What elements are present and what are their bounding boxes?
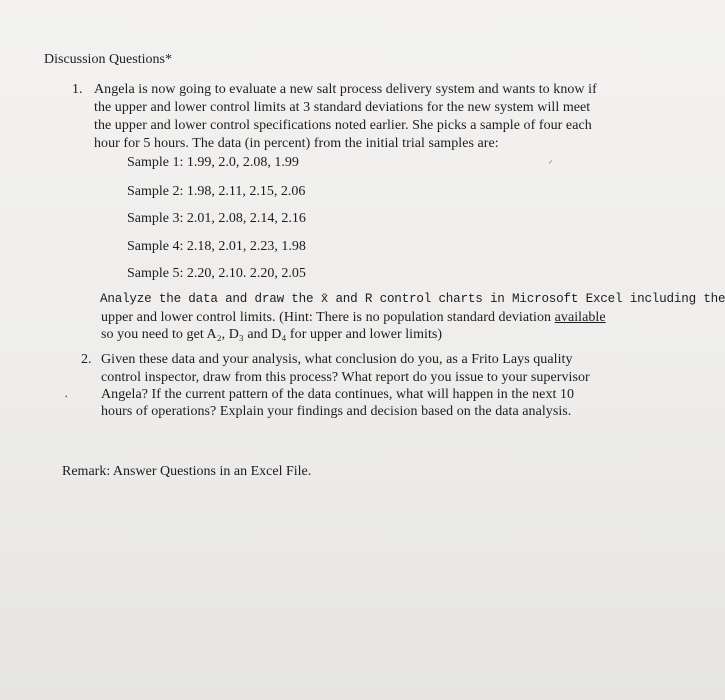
q1-instruction-3: so you need to get A₂, D₃ and D₄ for upper and lower limits) [101,327,443,342]
q1-instruction-1: Analyze the data and draw the x̄ and R control charts in Microsoft Excel including the [100,292,725,306]
remark-note: Remark: Answer Questions in an Excel File. [62,464,312,479]
q2-line-4: hours of operations? Explain your findings and decision based on the data analysis. [101,404,572,419]
q1-instruction-2 [101,310,606,326]
q1-line-1: Angela is now going to evaluate a new salt process delivery system and wants to know if [94,82,597,97]
q1-instruction-2-text: upper and lower control limits. (Hint: There is no population standard deviation [101,310,555,325]
q2-line-2: control inspector, draw from this process? What report do you issue to your supervisor [101,370,590,385]
stray-tick-mark: ⸝ [548,155,553,166]
discussion-heading: Discussion Questions* [44,52,172,67]
q1-number: 1. [72,82,83,97]
available-underlined: available [554,310,606,325]
q1-line-2: the upper and lower control limits at 3 standard deviations for the new system will meet [94,100,591,115]
q1-line-3: the upper and lower control specifications noted earlier. She picks a sample of four each [94,118,592,133]
stray-dot-mark: • [65,393,68,401]
q2-number: 2. [81,352,92,367]
q2-line-3: Angela? If the current pattern of the data continues, what will happen in the next 10 [101,387,575,402]
sample-3: Sample 3: 2.01, 2.08, 2.14, 2.16 [127,211,306,226]
sample-2: Sample 2: 1.98, 2.11, 2.15, 2.06 [127,184,306,199]
sample-4: Sample 4: 2.18, 2.01, 2.23, 1.98 [127,239,306,254]
q2-line-1: Given these data and your analysis, what conclusion do you, as a Frito Lays quality [101,352,573,367]
q1-line-4: hour for 5 hours. The data (in percent) from the initial trial samples are: [94,136,499,151]
sample-5: Sample 5: 2.20, 2.10. 2.20, 2.05 [127,266,306,281]
sample-1: Sample 1: 1.99, 2.0, 2.08, 1.99 [127,155,299,170]
